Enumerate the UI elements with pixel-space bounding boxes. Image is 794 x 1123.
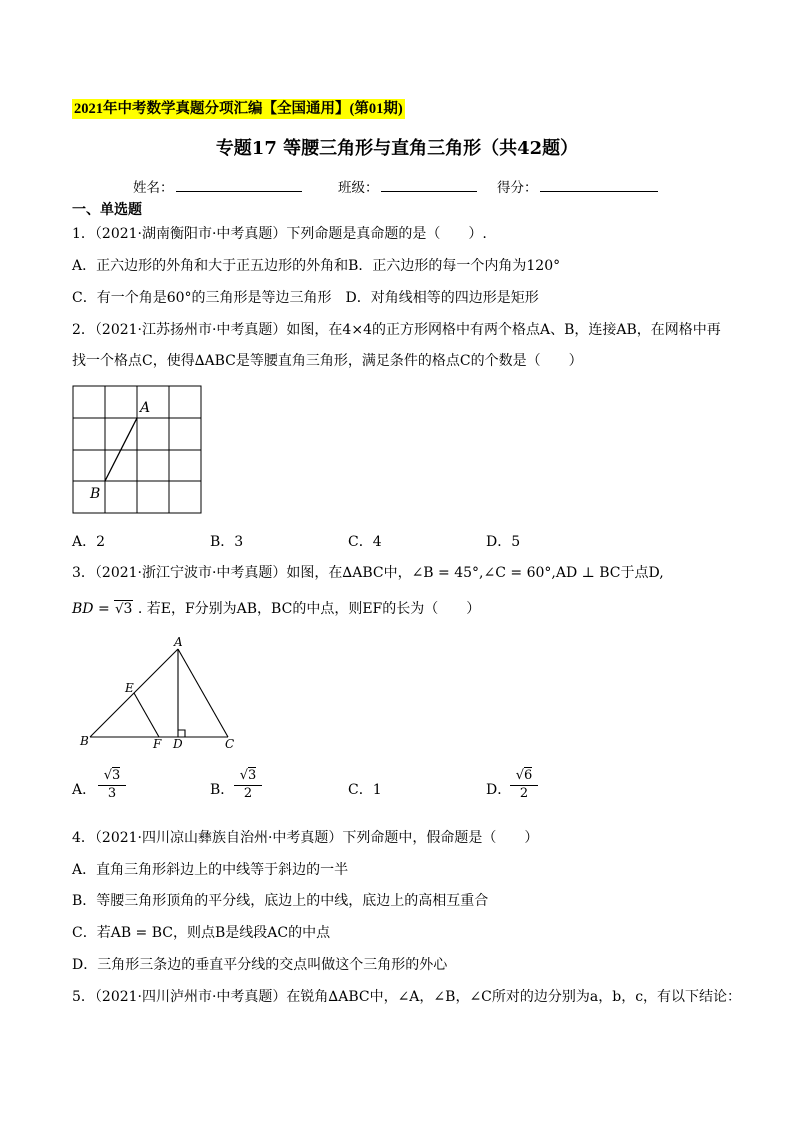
point-a-label: A <box>140 400 151 416</box>
q2-grid-figure <box>66 380 212 520</box>
q3-option-b-denominator: 2 <box>243 786 253 801</box>
fig-label-c: C <box>225 737 235 751</box>
fig-label-f: F <box>153 737 162 751</box>
q2-option-a: A．2 <box>72 534 106 550</box>
q2-stem-line2: 找一个格点C，使得∆ABC是等腰直角三角形，满足条件的格点C的个数是（ ） <box>72 353 583 369</box>
fig-label-a: A <box>174 635 183 649</box>
class-field[interactable] <box>381 191 477 192</box>
q3-option-a-fraction: √3 3 <box>98 768 126 802</box>
q3-option-a-label: A． <box>72 782 97 798</box>
q3-stem-line1: 3．（2021·浙江宁波市·中考真题）如图，在∆ABC中，∠B = 45°,∠C = 60°,AD ⊥ BC于点D, <box>72 565 664 581</box>
q2-option-b: B．3 <box>210 534 244 550</box>
series-banner: 2021年中考数学真题分项汇编【全国通用】(第01期) <box>74 101 403 117</box>
class-label: 班级： <box>338 180 379 196</box>
fig-label-d: D <box>173 737 183 751</box>
q4-stem: 4．（2021·四川凉山彝族自治州·中考真题）下列命题中，假命题是（ ） <box>72 830 539 846</box>
q4-option-a: A．直角三角形斜边上的中线等于斜边的一半 <box>72 862 349 878</box>
page-title: 专题17 等腰三角形与直角三角形（共42题） <box>215 138 579 159</box>
q4-option-b: B．等腰三角形顶角的平分线，底边上的中线，底边上的高相互重合 <box>72 893 489 909</box>
q2-stem-line1: 2．（2021·江苏扬州市·中考真题）如图，在4×4的正方形网格中有两个格点A、B，连接AB，在网格中再 <box>72 322 721 338</box>
q3-option-c: C．1 <box>348 782 382 798</box>
q3-option-b-fraction: √3 2 <box>234 768 262 802</box>
q1-option-cd: C．有一个角是60°的三角形是等边三角形 D．对角线相等的四边形是矩形 <box>72 290 539 306</box>
bd-label: BD = <box>72 601 110 617</box>
sqrt3-radicand: 3 <box>123 601 133 617</box>
section-title: 一、单选题 <box>72 202 142 218</box>
q5-stem: 5．（2021·四川泸州市·中考真题）在锐角∆ABC中，∠A，∠B，∠C所对的边分别为a，b，c，有以下结论： <box>72 989 742 1005</box>
point-b-label: B <box>90 486 101 502</box>
q3-triangle-figure <box>70 632 250 757</box>
q3-option-b-label: B． <box>210 782 235 798</box>
fig-label-e: E <box>125 681 134 695</box>
score-field[interactable] <box>540 191 658 192</box>
q2-option-d: D．5 <box>486 534 521 550</box>
q3-stem-line2-text: . 若E，F分别为AB，BC的中点，则EF的长为（ ） <box>137 601 481 617</box>
q3-option-d-numerator: 6 <box>524 768 533 783</box>
q4-option-d: D．三角形三条边的垂直平分线的交点叫做这个三角形的外心 <box>72 957 448 973</box>
fig-label-b: B <box>80 734 89 748</box>
sqrt3-expression: √3 <box>115 601 133 617</box>
q3-option-d-denominator: 2 <box>519 786 529 801</box>
name-label: 姓名： <box>133 180 174 196</box>
q4-option-c: C．若AB = BC，则点B是线段AC的中点 <box>72 925 331 941</box>
q2-option-c: C．4 <box>348 534 382 550</box>
q3-option-d-fraction: √6 2 <box>510 768 538 802</box>
q3-option-b-numerator: 3 <box>248 768 257 783</box>
q3-option-d-label: D． <box>486 782 512 798</box>
q3-option-a-denominator: 3 <box>107 786 117 801</box>
q1-option-ab: A．正六边形的外角和大于正五边形的外角和B．正六边形的每一个内角为120° <box>72 258 561 274</box>
score-label: 得分： <box>497 180 538 196</box>
q1-stem: 1．（2021·湖南衡阳市·中考真题）下列命题是真命题的是（ ）. <box>72 226 487 242</box>
q3-option-a-numerator: 3 <box>112 768 121 783</box>
q3-stem-line2 <box>72 600 480 619</box>
name-field[interactable] <box>176 191 302 192</box>
